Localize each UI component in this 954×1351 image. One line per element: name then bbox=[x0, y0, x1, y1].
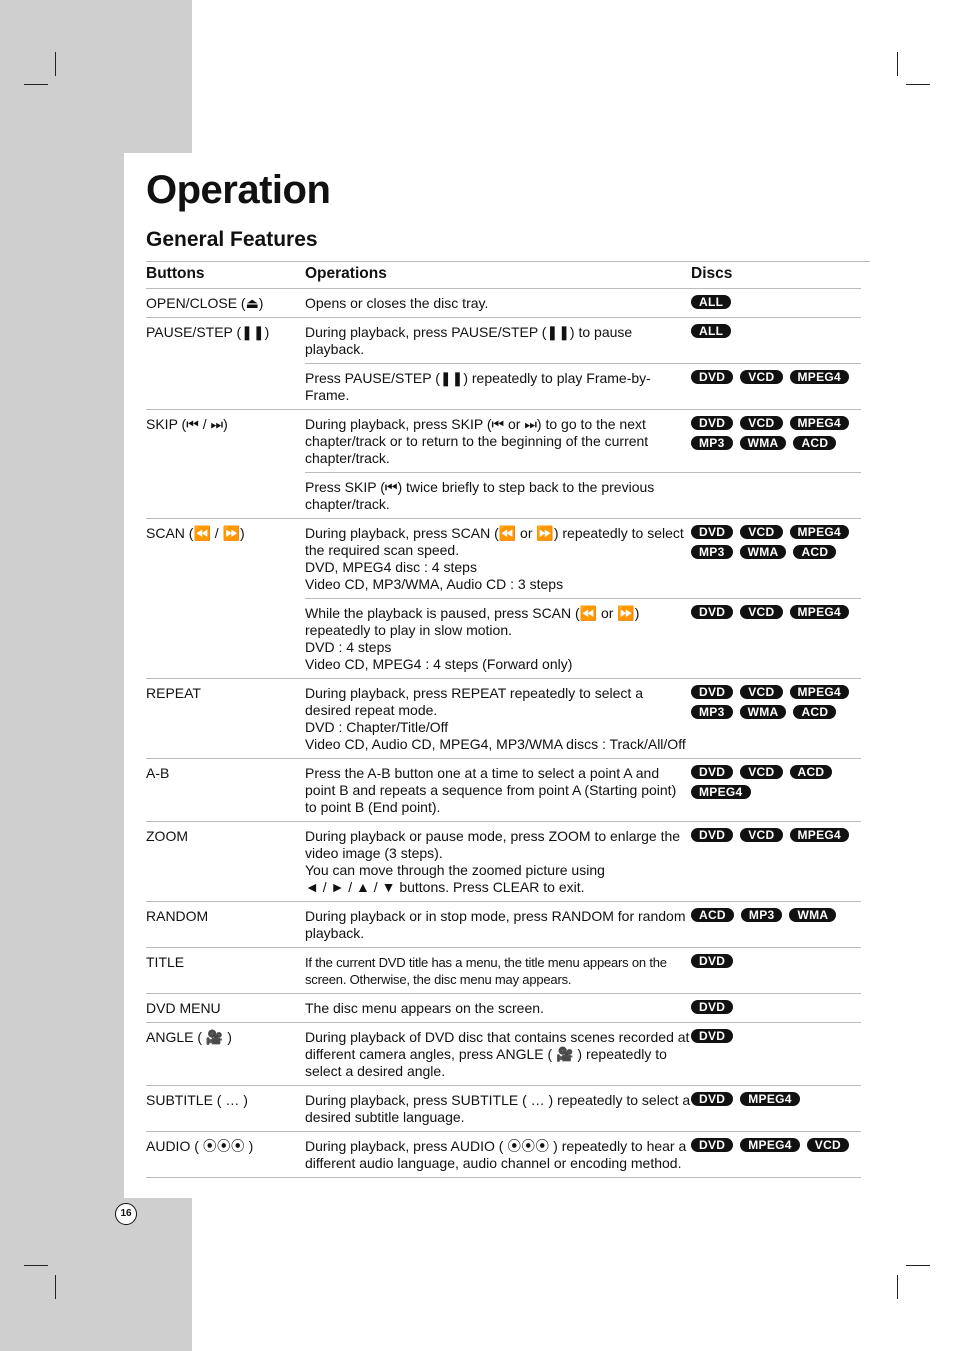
disc-badge: VCD bbox=[740, 685, 782, 699]
button-name: OPEN/CLOSE (⏏) bbox=[146, 295, 264, 311]
disc-badge: DVD bbox=[691, 1029, 733, 1043]
disc-badge: ACD bbox=[790, 765, 833, 779]
operation-text: Press the A-B button one at a time to select a point A and point B and repeats a sequence from point A (Starting point) to point B (End point). bbox=[305, 765, 677, 815]
disc-badge: WMA bbox=[740, 705, 787, 719]
disc-badges bbox=[691, 1092, 861, 1126]
button-name: ZOOM bbox=[146, 828, 188, 844]
disc-badges bbox=[691, 828, 861, 896]
button-name: TITLE bbox=[146, 954, 185, 970]
button-name: DVD MENU bbox=[146, 1000, 221, 1016]
operation-entry bbox=[305, 948, 861, 993]
operation-text: Opens or closes the disc tray. bbox=[305, 295, 489, 311]
table-row bbox=[146, 410, 861, 519]
operation-entry bbox=[305, 759, 861, 821]
table-row bbox=[146, 902, 861, 948]
operation-text: During playback, press REPEAT repeatedly to select a desired repeat mode. DVD : Chapter/Title/Off Video CD, Audio CD, MPEG4, MP3/WMA discs : Track/All/Off bbox=[305, 685, 686, 752]
operations-cell bbox=[305, 1023, 861, 1085]
operation-text: During playback, press SUBTITLE ( … ) repeatedly to select a desired subtitle language. bbox=[305, 1092, 691, 1125]
disc-badge: DVD bbox=[691, 685, 733, 699]
disc-badge: MPEG4 bbox=[740, 1138, 800, 1152]
disc-badge: WMA bbox=[740, 545, 787, 559]
section-title: General Features bbox=[146, 228, 318, 251]
crop-mark bbox=[24, 1265, 48, 1266]
crop-mark bbox=[897, 52, 898, 76]
operations-cell bbox=[305, 902, 861, 947]
operation-text: Press SKIP (⏮) twice briefly to step back to the previous chapter/track. bbox=[305, 479, 655, 512]
operation-text: During playback or in stop mode, press RANDOM for random playback. bbox=[305, 908, 686, 941]
disc-badge: ACD bbox=[793, 705, 836, 719]
crop-mark bbox=[55, 52, 56, 76]
disc-badge: MP3 bbox=[691, 705, 733, 719]
page-title: Operation bbox=[146, 168, 331, 212]
crop-mark bbox=[906, 1265, 930, 1266]
disc-badges bbox=[691, 685, 861, 753]
disc-badge: ACD bbox=[691, 908, 734, 922]
operations-cell bbox=[305, 318, 861, 409]
button-name: REPEAT bbox=[146, 685, 201, 701]
disc-badges bbox=[691, 1000, 861, 1017]
disc-badge: ACD bbox=[793, 545, 836, 559]
disc-badge: ALL bbox=[691, 295, 731, 309]
crop-mark bbox=[24, 84, 48, 85]
disc-badges bbox=[691, 324, 861, 358]
table-header bbox=[146, 262, 861, 289]
operations-cell bbox=[305, 759, 861, 821]
disc-badge: VCD bbox=[740, 765, 782, 779]
operation-text: The disc menu appears on the screen. bbox=[305, 1000, 544, 1016]
operations-cell bbox=[305, 1132, 861, 1177]
table-row bbox=[146, 759, 861, 822]
column-header-operations: Operations bbox=[305, 265, 387, 282]
operation-text: During playback of DVD disc that contains scenes recorded at different camera angles, press ANGLE ( 🎥 ) repeatedly to select a desired angle. bbox=[305, 1029, 690, 1079]
operation-entry bbox=[305, 994, 861, 1022]
operation-text: During playback, press AUDIO ( ⦿⦿⦿ ) repeatedly to hear a different audio language, audio channel or encoding method. bbox=[305, 1138, 687, 1171]
button-name: SCAN (⏪ / ⏩) bbox=[146, 525, 245, 541]
margin-band-left bbox=[0, 153, 124, 1198]
operation-text: During playback, press SCAN (⏪ or ⏩) repeatedly to select the required scan speed. DVD, MPEG4 disc : 4 steps Video CD, MP3/WMA, Audio CD : 3 steps bbox=[305, 525, 684, 592]
operations-cell bbox=[305, 289, 861, 317]
disc-badge: DVD bbox=[691, 416, 733, 430]
disc-badge: MP3 bbox=[691, 436, 733, 450]
disc-badges bbox=[691, 370, 861, 404]
operation-text: If the current DVD title has a menu, the title menu appears on the screen. Otherwise, the disc menu may appears. bbox=[305, 955, 667, 987]
operation-text: During playback, press SKIP (⏮ or ⏭) to go to the next chapter/track or to return to the beginning of the current chapter/track. bbox=[305, 416, 649, 466]
operations-cell bbox=[305, 519, 861, 678]
table-row bbox=[146, 318, 861, 410]
disc-badges bbox=[691, 954, 861, 988]
table-row bbox=[146, 1086, 861, 1132]
disc-badge: DVD bbox=[691, 828, 733, 842]
table-row bbox=[146, 519, 861, 679]
operation-entry bbox=[305, 363, 861, 409]
operation-entry bbox=[305, 1023, 861, 1085]
disc-badge: DVD bbox=[691, 765, 733, 779]
operation-entry bbox=[305, 679, 861, 758]
disc-badges bbox=[691, 1029, 861, 1080]
page-number: 16 bbox=[115, 1203, 137, 1225]
disc-badge: MPEG4 bbox=[740, 1092, 800, 1106]
table-row bbox=[146, 289, 861, 318]
disc-badge: DVD bbox=[691, 1000, 733, 1014]
button-name: A-B bbox=[146, 765, 170, 781]
operation-entry bbox=[305, 318, 861, 363]
table-body bbox=[146, 289, 861, 1178]
operations-cell bbox=[305, 948, 861, 993]
disc-badge: VCD bbox=[740, 828, 782, 842]
disc-badge: MPEG4 bbox=[790, 828, 850, 842]
column-header-buttons: Buttons bbox=[146, 265, 205, 282]
crop-mark bbox=[897, 1275, 898, 1299]
disc-badge: DVD bbox=[691, 370, 733, 384]
disc-badge: DVD bbox=[691, 605, 733, 619]
disc-badge: MPEG4 bbox=[790, 416, 850, 430]
operation-entry bbox=[305, 1132, 861, 1177]
operation-text: During playback, press PAUSE/STEP (❚❚) to pause playback. bbox=[305, 324, 633, 357]
disc-badge: MPEG4 bbox=[790, 370, 850, 384]
operations-cell bbox=[305, 822, 861, 901]
disc-badge: DVD bbox=[691, 1138, 733, 1152]
disc-badge: MPEG4 bbox=[790, 525, 850, 539]
button-name: SUBTITLE ( … ) bbox=[146, 1092, 248, 1108]
operation-entry bbox=[305, 1086, 861, 1131]
disc-badge: MP3 bbox=[741, 908, 783, 922]
crop-mark bbox=[55, 1275, 56, 1299]
operation-text: While the playback is paused, press SCAN (⏪ or ⏩) repeatedly to play in slow motion. DVD : 4 steps Video CD, MPEG4 : 4 steps (Forward only) bbox=[305, 605, 640, 672]
disc-badges bbox=[691, 605, 861, 673]
margin-band-top bbox=[0, 0, 192, 153]
operation-text: Press PAUSE/STEP (❚❚) repeatedly to play Frame-by-Frame. bbox=[305, 370, 651, 403]
disc-badge: VCD bbox=[740, 370, 782, 384]
disc-badges bbox=[691, 525, 861, 593]
disc-badges bbox=[691, 765, 861, 816]
disc-badges bbox=[691, 479, 861, 513]
column-header-discs: Discs bbox=[691, 265, 733, 282]
table-row bbox=[146, 994, 861, 1023]
operation-entry bbox=[305, 410, 861, 472]
disc-badges bbox=[691, 908, 861, 942]
margin-band-bottom bbox=[0, 1198, 192, 1351]
operation-entry bbox=[305, 598, 861, 678]
table-row bbox=[146, 1023, 861, 1086]
disc-badge: DVD bbox=[691, 1092, 733, 1106]
operations-cell bbox=[305, 679, 861, 758]
operation-entry bbox=[305, 289, 861, 317]
operation-entry bbox=[305, 519, 861, 598]
button-name: RANDOM bbox=[146, 908, 209, 924]
disc-badge: ALL bbox=[691, 324, 731, 338]
disc-badges bbox=[691, 295, 861, 312]
table-row bbox=[146, 822, 861, 902]
disc-badge: MP3 bbox=[691, 545, 733, 559]
operation-entry bbox=[305, 902, 861, 947]
disc-badge: MPEG4 bbox=[790, 685, 850, 699]
features-table bbox=[146, 262, 861, 1178]
operations-cell bbox=[305, 994, 861, 1022]
disc-badge: ACD bbox=[793, 436, 836, 450]
disc-badge: WMA bbox=[740, 436, 787, 450]
operations-cell bbox=[305, 410, 861, 518]
disc-badges bbox=[691, 416, 861, 467]
disc-badge: VCD bbox=[807, 1138, 849, 1152]
button-name: ANGLE ( 🎥 ) bbox=[146, 1029, 232, 1045]
table-row bbox=[146, 1132, 861, 1178]
operations-cell bbox=[305, 1086, 861, 1131]
table-row bbox=[146, 948, 861, 994]
operation-entry bbox=[305, 822, 861, 901]
disc-badge: DVD bbox=[691, 525, 733, 539]
disc-badge: MPEG4 bbox=[691, 785, 751, 799]
disc-badges bbox=[691, 1138, 861, 1172]
disc-badge: VCD bbox=[740, 525, 782, 539]
disc-badge: WMA bbox=[789, 908, 836, 922]
crop-mark bbox=[906, 84, 930, 85]
table-row bbox=[146, 679, 861, 759]
button-name: PAUSE/STEP (❚❚) bbox=[146, 324, 270, 340]
button-name: AUDIO ( ⦿⦿⦿ ) bbox=[146, 1138, 254, 1154]
operation-entry bbox=[305, 472, 861, 518]
disc-badge: DVD bbox=[691, 954, 733, 968]
disc-badge: VCD bbox=[740, 416, 782, 430]
disc-badge: VCD bbox=[740, 605, 782, 619]
disc-badge: MPEG4 bbox=[790, 605, 850, 619]
button-name: SKIP (⏮ / ⏭) bbox=[146, 416, 228, 432]
operation-text: During playback or pause mode, press ZOOM to enlarge the video image (3 steps). You can move through the zoomed picture using ◄ / ► / ▲ / ▼ buttons. Press CLEAR to exit. bbox=[305, 828, 681, 895]
